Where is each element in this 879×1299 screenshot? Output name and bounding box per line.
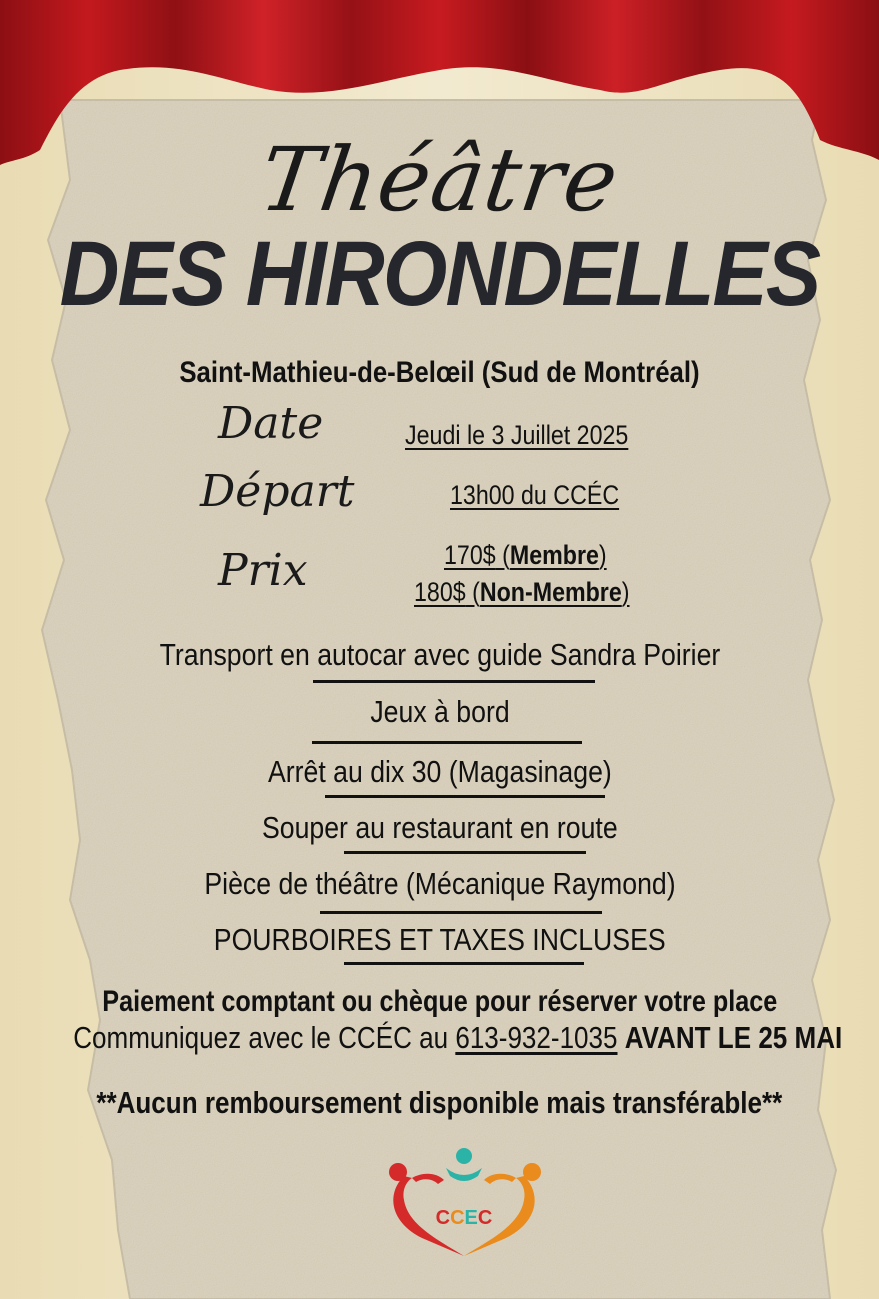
payment-note <box>0 985 879 1019</box>
heart-people-logo-icon <box>382 1146 546 1258</box>
logo-text: CCEC <box>435 1207 493 1229</box>
depart-value: 13h00 du CCÉC <box>450 480 620 510</box>
contact-line <box>0 1020 879 1056</box>
prix-member: 170$ (Membre) <box>444 540 607 570</box>
feature-transport <box>0 637 879 673</box>
feature-text: POURBOIRES ET TAXES INCLUSES <box>213 922 666 957</box>
date-label: Date <box>218 398 324 449</box>
prix-nonmember: 180$ (Non-Membre) <box>414 577 630 607</box>
prix-nonmember-label: Non-Membre <box>479 577 622 607</box>
feature-games <box>0 694 879 730</box>
feature-dinner <box>0 810 879 846</box>
feature-tips <box>0 922 879 958</box>
feature-text: Arrêt au dix 30 (Magasinage) <box>267 754 612 789</box>
title-script: Théâtre <box>254 128 625 231</box>
feature-divider <box>344 851 586 854</box>
contact-prefix: Communiquez avec le CCÉC au <box>73 1020 449 1055</box>
feature-divider <box>320 911 602 914</box>
refund-note <box>0 1085 879 1121</box>
title-main: DES HIRONDELLES <box>59 223 820 325</box>
feature-play <box>0 866 879 902</box>
payment-text: Paiement comptant ou chèque pour réserver votre place <box>101 985 778 1018</box>
depart-label: Départ <box>200 466 355 517</box>
date-value: Jeudi le 3 Juillet 2025 <box>405 420 629 450</box>
prix-nonmember-amount: 180$ <box>414 577 466 607</box>
contact-deadline: AVANT LE 25 MAI <box>624 1020 843 1055</box>
refund-text: **Aucun remboursement disponible mais transférable** <box>96 1085 783 1120</box>
feature-text: Jeux à bord <box>369 694 510 729</box>
feature-divider <box>313 680 595 683</box>
feature-divider <box>312 741 582 744</box>
feature-divider <box>344 962 584 965</box>
feature-stop <box>0 754 879 790</box>
prix-label: Prix <box>218 545 308 596</box>
feature-text: Souper au restaurant en route <box>261 810 618 845</box>
contact-phone: 613-932-1035 <box>455 1020 618 1055</box>
prix-member-label: Membre <box>509 540 599 570</box>
feature-divider <box>325 795 605 798</box>
subtitle-location: Saint-Mathieu-de-Belœil (Sud de Montréal) <box>179 356 700 389</box>
feature-text: Transport en autocar avec guide Sandra Poirier <box>159 637 720 672</box>
feature-text: Pièce de théâtre (Mécanique Raymond) <box>203 866 676 901</box>
prix-member-amount: 170$ <box>444 540 496 570</box>
